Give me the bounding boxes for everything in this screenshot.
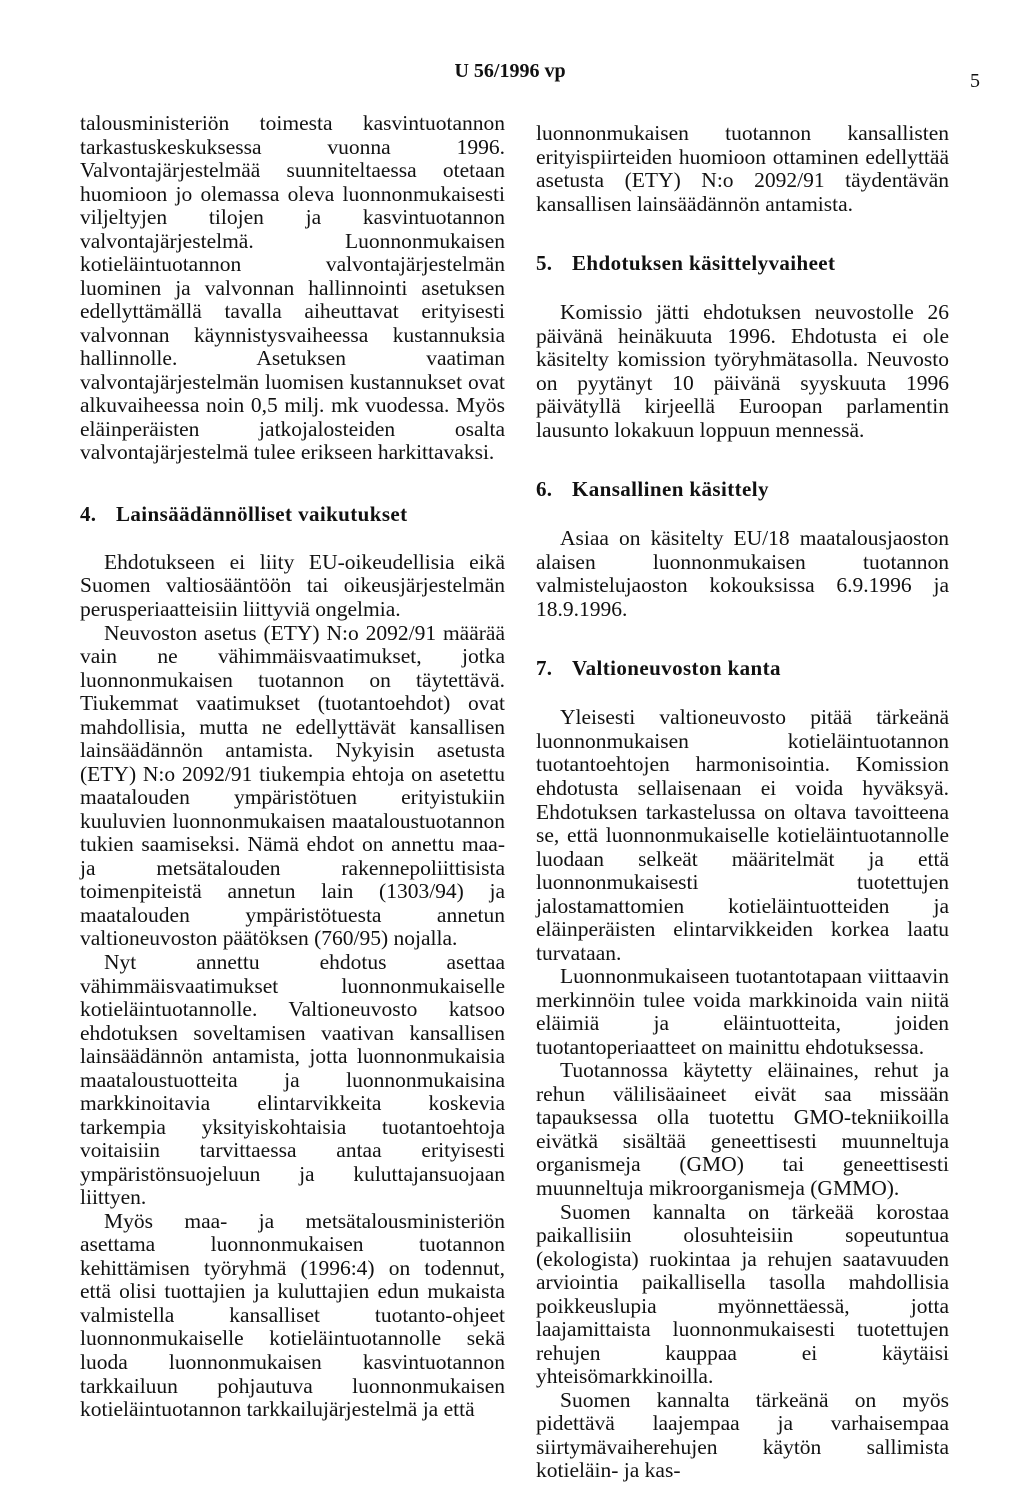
section-title: Lainsäädännölliset vaikutukset	[116, 501, 408, 526]
paragraph: Luonnonmukaiseen tuotantotapaan viittaavin merkinnöin tulee voida markkinoida vain niitä eläimiä ja eläintuotteita, joiden tuotantoperiaatteet on mainittu ehdotuksessa.	[536, 964, 949, 1059]
document-code: U 56/1996 vp	[454, 60, 566, 82]
paragraph: Myös maa- ja metsätalousministeriön asettama luonnonmukaisen tuotannon kehittämisen työryhmä (1996:4) on todennut, että olisi tuottajien ja kuluttajien edun mukaista valmistella kansalliset tuotanto-ohjeet luonnonmukaiselle kotieläintuotannolle sekä luoda luonnonmukaisen kasvintuotannon tarkkailuun pohjautuva luonnonmukaisen kotieläintuotannon tarkkailujärjestelmä ja että	[80, 1208, 505, 1422]
section-heading-5	[536, 252, 949, 275]
paragraph: Asiaa on käsitelty EU/18 maatalousjaoston alaisen luonnonmukaisen tuotannon valmistelujaoston kokouksissa 6.9.1996 ja 18.9.1996.	[536, 526, 949, 621]
paragraph: Suomen kannalta tärkeänä on myös pidettävä laajempaa ja varhaisempaa siirtymävaiherehujen käytön sallimista kotieläin- ja kas-	[536, 1387, 949, 1483]
paragraph: Suomen kannalta on tärkeää korostaa paikallisiin olosuhteisiin sopeutuntua (ekologista) ruokintaa ja rehujen saatavuuden arviointia paikallisella tasolla mahdollisia poikkeuslupia myönnettäessä, jotta laajamittaista luonnonmukaisesti tuotettujen rehujen kauppaa ei käytäisi yhteisömarkkinoilla.	[536, 1199, 949, 1389]
section-heading-7	[536, 657, 949, 680]
section-title: Kansallinen käsittely	[572, 477, 769, 502]
section-number: 4.	[80, 501, 97, 526]
paragraph: Neuvoston asetus (ETY) N:o 2092/91 määrää vain ne vähimmäisvaatimukset, jotka luonnonmukaisen tuotannon on täytettävä. Tiukemmat vaatimukset (tuotantoehdot) ovat mahdollisia, mutta ne edellyttävät kansallisen lainsäädännön antamista. Nykyisin asetusta (ETY) N:o 2092/91 tiukempia ehtoja on asetettu maatalouden ympäristötuen erityistukiin kuuluvien luonnonmukaisen maataloustuotannon tukien saamiseksi. Nämä ehdot on annettu maa- ja metsätalouden rakennepoliittisista toimenpiteistä annetun lain (1303/94) ja maatalouden ympäristötuesta annetun valtioneuvoston päätöksen (760/95) nojalla.	[80, 620, 505, 951]
paragraph: Nyt annettu ehdotus asettaa vähimmäisvaatimukset luonnonmukaiselle kotieläintuotannolle. Valtioneuvosto katsoo ehdotuksen soveltamisen vaativan kansallisen lainsäädännön antamista, jotta luonnonmukaisia maataloustuotteita ja luonnonmukaisina markkinoitavia elintarvikkeita koskevia tarkempia yksityiskohtaisia tuotantoehtoja voitaisiin tarvittaessa antaa erityisesti ympäristönsuojeluun ja kuluttajansuojaan liittyen.	[80, 949, 505, 1210]
section-number: 6.	[536, 477, 553, 502]
section-number: 5.	[536, 251, 553, 276]
section-title: Valtioneuvoston kanta	[572, 656, 781, 681]
right-intro-paragraph: luonnonmukaisen tuotannon kansallisten erityispiirteiden huomioon ottaminen edellyttää asetusta (ETY) N:o 2092/91 täydentävän kansallisen lainsäädännön antamista.	[536, 121, 949, 216]
paragraph: Yleisesti valtioneuvosto pitää tärkeänä luonnonmukaisen kotieläintuotannon tuotantoehtojen harmonisointia. Komission ehdotusta sellaisenaan ei voida hyväksyä. Ehdotuksen tarkastelussa on oltava tavoitteena se, että luonnonmukaiselle kotieläintuotannolle luodaan selkeät määritelmät ja että luonnonmukaisesti tuotettujen jalostamattomien kotieläintuotteiden ja eläinperäisten elintarvikkeiden korkea laatu turvataan.	[536, 705, 949, 965]
section-number: 7.	[536, 656, 553, 681]
section-title: Ehdotuksen käsittelyvaiheet	[572, 251, 836, 276]
paragraph: Tuotannossa käytetty eläinaines, rehut ja rehun välilisäaineet eivät saa missään tapauksessa olla tuotettu GMO-tekniikoilla eivätkä sisältää geneettisesti muunneltuja organismeja (GMO) tai geneettisesti muunneltuja mikroorganismeja (GMMO).	[536, 1058, 949, 1201]
section-heading-4	[80, 503, 505, 526]
section-heading-6	[536, 478, 949, 501]
page-number: 5	[970, 70, 980, 92]
right-column	[536, 122, 949, 1483]
left-intro-paragraph: talousministeriön toimesta kasvintuotannon tarkastuskeskuksessa vuonna 1996. Valvontajärjestelmää suunniteltaessa otetaan huomioon jo olemassa oleva luonnonmukaisesti viljeltyjen tilojen ja kasvintuotannon valvontajärjestelmä. Luonnonmukaisen kotieläintuotannon valvontajärjestelmän luominen ja valvonnan hallinnointi asetuksen edellyttämällä tavalla aiheuttavat erityisesti valvonnan käynnistysvaiheessa kustannuksia hallinnolle. Asetuksen vaatiman valvontajärjestelmän luomisen kustannukset ovat alkuvaiheessa noin 0,5 milj. mk vuodessa. Myös eläinperäisten jatkojalosteiden osalta valvontajärjestelmä tulee erikseen harkittavaksi.	[80, 111, 505, 465]
left-column	[80, 112, 505, 1422]
paragraph: Komissio jätti ehdotuksen neuvostolle 26 päivänä heinäkuuta 1996. Ehdotusta ei ole käsitelty komission työryhmätasolla. Neuvosto on pyytänyt 10 päivänä syyskuuta 1996 päivätyllä kirjeellä Euroopan parlamentin lausunto lokakuun loppuun mennessä.	[536, 300, 949, 442]
paragraph: Ehdotukseen ei liity EU-oikeudellisia eikä Suomen valtiosääntöön tai oikeusjärjestelmän perusperiaatteisiin liittyviä ongelmia.	[80, 549, 505, 622]
